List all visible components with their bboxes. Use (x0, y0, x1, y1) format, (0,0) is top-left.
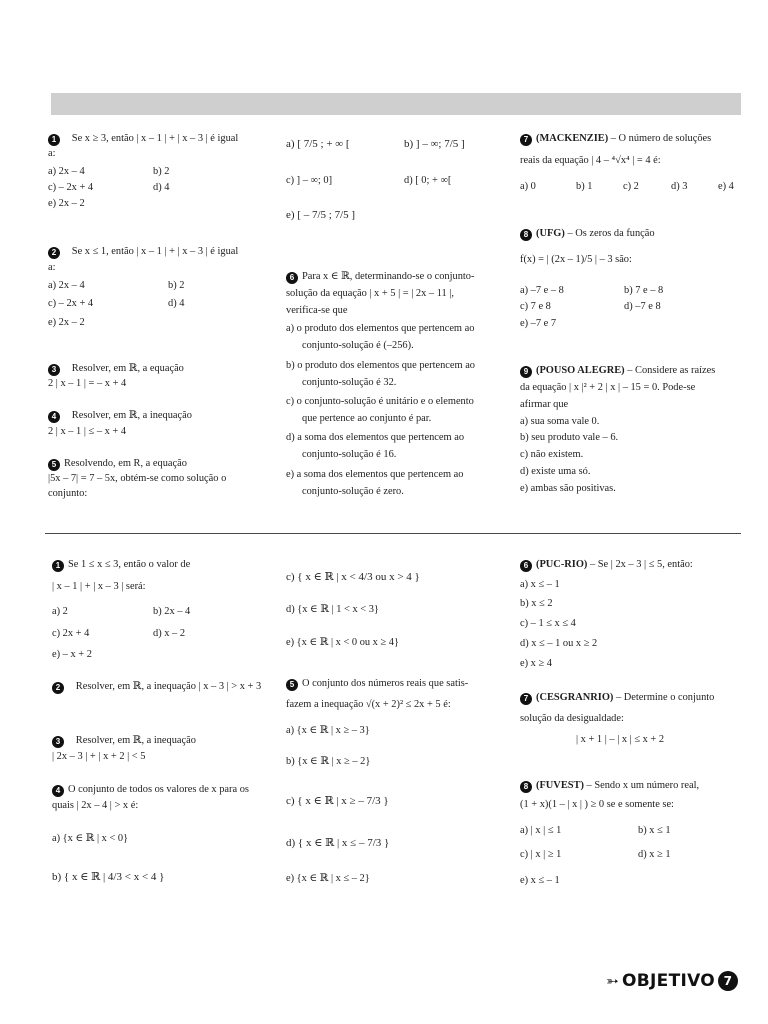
option-c: c) 2 (623, 181, 639, 192)
question-9-stem-cont: afirmar que (520, 399, 569, 410)
option-e: e) x ≥ 4 (520, 658, 552, 669)
section-divider (45, 533, 741, 534)
question-6-stem-cont: verifica-se que (286, 305, 348, 316)
question-2-stem-cont: a: (48, 262, 56, 273)
option-a-cont: conjunto-solução é (–256). (302, 340, 414, 351)
question-9-stem: 9 (POUSO ALEGRE) – Considere as raízes (520, 364, 715, 378)
option-c: c) – 2x + 4 (48, 182, 94, 193)
question-5-stem: 5 O conjunto dos números reais que satis- (286, 677, 468, 691)
question-7-stem: 7 (CESGRANRIO) – Determine o conjunto (520, 691, 714, 705)
option-a: a) 2x – 4 (48, 280, 85, 291)
question-7-inequality: | x + 1 | – | x | ≤ x + 2 (576, 734, 665, 745)
option-a: a) {x ∈ ℝ | x < 0} (52, 833, 129, 844)
question-1-stem: 1 Se x ≥ 3, então | x – 1 | + | x – 3 | é igual (48, 132, 238, 146)
question-4-stem: 4 Resolver, em ℝ, a inequação (48, 409, 192, 423)
question-6-stem: 6 Para x ∈ ℝ, determinando-se o conjunto- (286, 270, 474, 284)
question-1-stem: 1 Se 1 ≤ x ≤ 3, então o valor de (52, 558, 190, 572)
option-c: c) | x | ≥ 1 (520, 849, 562, 860)
question-number-badge: 1 (52, 560, 64, 572)
question-number-badge: 8 (520, 229, 532, 241)
option-a: a) 0 (520, 181, 536, 192)
arrow-logo-icon: ➳ (606, 971, 620, 990)
question-1-stem-cont: | x – 1 | + | x – 3 | será: (52, 581, 146, 592)
option-e: e) 2x – 2 (48, 198, 85, 209)
option-c: c) 2x + 4 (52, 628, 90, 639)
option-e: e) a soma dos elementos que pertencem ao (286, 469, 464, 480)
option-c: c) – 2x + 4 (48, 298, 94, 309)
option-b: b) ] – ∞; 7/5 ] (404, 138, 465, 150)
question-number-badge: 2 (52, 682, 64, 694)
question-1-stem-cont: a: (48, 148, 56, 159)
question-number-badge: 5 (286, 679, 298, 691)
option-e: e) – x + 2 (52, 649, 92, 660)
option-d: d) a soma dos elementos que pertencem ao (286, 432, 465, 443)
option-a: a) 2 (52, 606, 68, 617)
option-d: d) x ≥ 1 (638, 849, 671, 860)
option-b: b) o produto dos elementos que pertencem ao (286, 360, 475, 371)
option-a: a) | x | ≤ 1 (520, 825, 562, 836)
option-d: d) existe uma só. (520, 466, 591, 477)
question-number-badge: 6 (286, 272, 298, 284)
question-number-badge: 3 (48, 364, 60, 376)
question-5-stem: 5 Resolvendo, em R, a equação (48, 457, 187, 471)
option-c: c) ] – ∞; 0] (286, 175, 333, 186)
option-e: e) –7 e 7 (520, 318, 557, 329)
question-3-stem: 3 Resolver, em ℝ, a equação (48, 362, 184, 376)
option-b: b) { x ∈ ℝ | 4/3 < x < 4 } (52, 871, 165, 883)
option-e: e) x ≤ – 1 (520, 875, 560, 886)
question-8-stem: 8 (UFG) – Os zeros da função (520, 227, 655, 241)
option-d: d) 3 (671, 181, 688, 192)
option-b: b) 2 (153, 166, 170, 177)
option-b: b) 1 (576, 181, 593, 192)
question-4-stem-cont: quais | 2x – 4 | > x é: (52, 800, 139, 811)
option-a: a) x ≤ – 1 (520, 579, 560, 590)
question-number-badge: 1 (48, 134, 60, 146)
question-7-stem: 7 (MACKENZIE) – O número de soluções (520, 132, 711, 146)
option-a: a) [ 7/5 ; + ∞ [ (286, 138, 350, 150)
option-b: b) x ≤ 1 (638, 825, 671, 836)
question-number-badge: 7 (520, 693, 532, 705)
option-c: c) { x ∈ ℝ | x < 4/3 ou x > 4 } (286, 571, 420, 583)
question-8-stem-cont: (1 + x)(1 – | x | ) ≥ 0 se e somente se: (520, 799, 674, 810)
option-d: d) 4 (153, 182, 170, 193)
question-5-inequation: fazem a inequação √(x + 2)² ≤ 2x + 5 é: (286, 699, 451, 710)
option-d: d) [ 0; + ∞[ (404, 175, 452, 186)
option-c-cont: que pertence ao conjunto é par. (302, 413, 432, 424)
option-b: b) 2 (168, 280, 185, 291)
option-b: b) x ≤ 2 (520, 598, 553, 609)
question-3-equation: 2 | x – 1 | = – x + 4 (48, 378, 127, 389)
question-9-equation: da equação | x |² + 2 | x | – 15 = 0. Pode-se (520, 382, 696, 393)
option-a: a) o produto dos elementos que pertencem ao (286, 323, 475, 334)
question-6-stem: 6 (PUC-RIO) – Se | 2x – 3 | ≤ 5, então: (520, 558, 693, 572)
question-number-badge: 6 (520, 560, 532, 572)
question-3-stem: 3 Resolver, em ℝ, a inequação (52, 734, 196, 748)
option-e: e) [ – 7/5 ; 7/5 ] (286, 209, 356, 221)
option-e: e) 4 (718, 181, 734, 192)
option-d: d) –7 e 8 (624, 301, 661, 312)
option-b: b) 2x – 4 (153, 606, 191, 617)
question-8-function: f(x) = | (2x – 1)/5 | – 3 são: (520, 254, 632, 265)
option-e: e) ambas são positivas. (520, 483, 616, 494)
question-2-stem: 2 Resolver, em ℝ, a inequação | x – 3 | > x + 3 (52, 680, 261, 694)
option-e: e) {x ∈ ℝ | x ≤ – 2} (286, 873, 370, 884)
option-d: d) x ≤ – 1 ou x ≥ 2 (520, 638, 598, 649)
option-a: a) –7 e – 8 (520, 285, 564, 296)
option-d: d) x – 2 (153, 628, 186, 639)
question-7-equation: reais da equação | 4 – ⁴√x⁴ | = 4 é: (520, 155, 661, 166)
option-d: d) 4 (168, 298, 185, 309)
option-c: c) { x ∈ ℝ | x ≥ – 7/3 } (286, 795, 389, 807)
question-5-stem-cont: |5x – 7| = 7 – 5x, obtém-se como solução o (48, 473, 227, 484)
option-d: d) { x ∈ ℝ | x ≤ – 7/3 } (286, 837, 390, 849)
question-3-inequation: | 2x – 3 | + | x + 2 | < 5 (52, 751, 146, 762)
option-b: b) seu produto vale – 6. (520, 432, 619, 443)
question-number-badge: 4 (52, 785, 64, 797)
question-number-badge: 9 (520, 366, 532, 378)
option-d: d) {x ∈ ℝ | 1 < x < 3} (286, 604, 379, 615)
brand-name: OBJETIVO (622, 970, 715, 991)
option-a: a) 2x – 4 (48, 166, 85, 177)
question-2-stem: 2 Se x ≤ 1, então | x – 1 | + | x – 3 | é igual (48, 245, 238, 259)
option-b: b) 7 e – 8 (624, 285, 664, 296)
question-number-badge: 5 (48, 459, 60, 471)
question-8-stem: 8 (FUVEST) – Sendo x um número real, (520, 779, 699, 793)
question-7-stem-cont: solução da desigualdade: (520, 713, 624, 724)
question-number-badge: 3 (52, 736, 64, 748)
option-c: c) 7 e 8 (520, 301, 551, 312)
question-number-badge: 2 (48, 247, 60, 259)
question-number-badge: 4 (48, 411, 60, 423)
option-c: c) o conjunto-solução é unitário e o elemento (286, 396, 474, 407)
option-b-cont: conjunto-solução é 32. (302, 377, 397, 388)
option-e: e) {x ∈ ℝ | x < 0 ou x ≥ 4} (286, 637, 399, 648)
question-6-stem-cont: solução da equação | x + 5 | = | 2x – 11 |, (286, 288, 454, 299)
option-c: c) não existem. (520, 449, 584, 460)
option-a: a) sua soma vale 0. (520, 416, 600, 427)
brand-logo (606, 969, 738, 993)
option-c: c) – 1 ≤ x ≤ 4 (520, 618, 576, 629)
page-number: 7 (718, 971, 738, 991)
option-a: a) {x ∈ ℝ | x ≥ – 3} (286, 725, 370, 736)
option-b: b) {x ∈ ℝ | x ≥ – 2} (286, 756, 371, 767)
option-d-cont: conjunto-solução é 16. (302, 449, 397, 460)
question-4-inequation: 2 | x – 1 | ≤ – x + 4 (48, 426, 127, 437)
header-bar (51, 93, 741, 115)
option-e-cont: conjunto-solução é zero. (302, 486, 404, 497)
question-number-badge: 7 (520, 134, 532, 146)
question-5-stem-cont: conjunto: (48, 488, 88, 499)
option-e: e) 2x – 2 (48, 317, 85, 328)
question-number-badge: 8 (520, 781, 532, 793)
question-4-stem: 4 O conjunto de todos os valores de x para os (52, 783, 249, 797)
